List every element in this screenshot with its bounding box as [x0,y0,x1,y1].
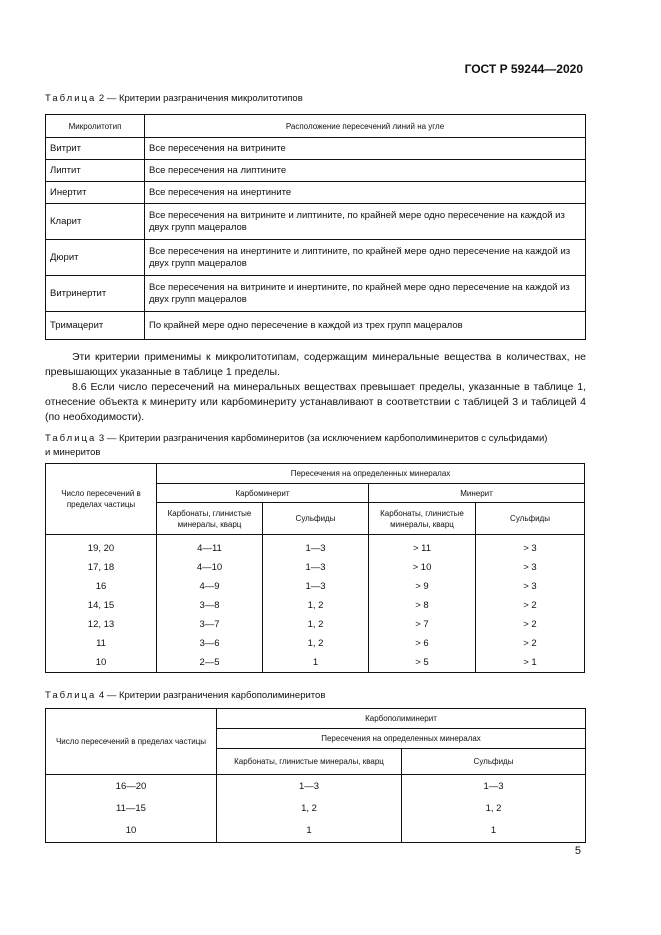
table-header-row [46,709,586,729]
cell: 14, 15 [46,596,157,615]
row-desc: Все пересечения на инертините [145,182,586,204]
cell: > 7 [369,615,476,634]
header-group: Пересечения на определенных минералах [157,464,585,484]
table-row [46,615,585,634]
row-desc: Все пересечения на витрините и липтините, по крайней мере одно пересечение на каждой из двух групп мацералов [145,204,586,240]
table-header-row [46,115,586,138]
page-number: 5 [574,845,581,857]
table-row [46,634,585,653]
cell: > 5 [369,653,476,673]
table-row [46,204,586,240]
cell: 17, 18 [46,558,157,577]
cell: 1, 2 [263,596,369,615]
row-name: Кларит [46,204,145,240]
header-location: Расположение пересечений линий на угле [145,115,586,138]
cell: 16 [46,577,157,596]
header-count: Число пересечений в пределах частицы [46,464,157,535]
cell: 11 [46,634,157,653]
cell: > 11 [369,535,476,559]
cell: > 2 [476,634,585,653]
table-row [46,596,585,615]
header-carbopolyminerite: Карбополиминерит [217,709,586,729]
header-sulfides: Сульфиды [402,749,586,775]
row-name: Витринертит [46,276,145,312]
cell: 3—7 [157,615,263,634]
table-row [46,312,586,340]
cell: > 2 [476,615,585,634]
cell: 1, 2 [263,634,369,653]
cell: 1—3 [263,577,369,596]
document-code: ГОСТ Р 59244—2020 [464,62,583,76]
cell: 1, 2 [402,799,586,819]
cell: 3—8 [157,596,263,615]
header-carbonates: Карбонаты, глинистые минералы, кварц [157,503,263,535]
table-row [46,775,586,799]
table-row [46,535,585,559]
cell: 16—20 [46,775,217,799]
header-microlithotype: Микролитотип [46,115,145,138]
cell: 10 [46,819,217,843]
header-sulfides: Сульфиды [263,503,369,535]
table-carbopolyminerites [45,708,586,843]
table-row [46,799,586,819]
table3-caption [45,432,586,460]
header-carbonates: Карбонаты, глинистые минералы, кварц [217,749,402,775]
table3-caption-prefix: Таблица [45,433,97,444]
cell: 1—3 [217,775,402,799]
table2-caption-text: 2 — Критерии разграничения микролитотипов [98,93,303,104]
table-row [46,138,586,160]
row-name: Липтит [46,160,145,182]
cell: > 6 [369,634,476,653]
row-name: Витрит [46,138,145,160]
cell: 1—3 [402,775,586,799]
row-desc: Все пересечения на витрините и инертините, по крайней мере одно пересечение на каждой из двух групп мацералов [145,276,586,312]
cell: 10 [46,653,157,673]
header-sulfides: Сульфиды [476,503,585,535]
cell: 1—3 [263,558,369,577]
header-minerite: Минерит [369,484,585,503]
cell: > 3 [476,558,585,577]
header-carbonates: Карбонаты, глинистые минералы, кварц [369,503,476,535]
cell: 1 [217,819,402,843]
cell: > 8 [369,596,476,615]
cell: 2—5 [157,653,263,673]
cell: > 3 [476,535,585,559]
table-row [46,240,586,276]
header-carbominerite: Карбоминерит [157,484,369,503]
header-count: Число пересечений в пределах частицы [46,709,217,775]
cell: 1 [402,819,586,843]
cell: > 2 [476,596,585,615]
header-intersections: Пересечения на определенных минералах [217,729,586,749]
cell: 1 [263,653,369,673]
row-desc: По крайней мере одно пересечение в каждой из трех групп мацералов [145,312,586,340]
paragraph-8-6: 8.6 Если число пересечений на минеральных веществах превышает пределы, указанные в таблице 1, отнесение объекта к минериту или карбоминериту устанавливают в соответствии с таблицей 3 и таблицей 4 (по необходимости). [45,381,586,423]
cell: 11—15 [46,799,217,819]
table4-caption-text: 4 — Критерии разграничения карбополиминеритов [98,690,326,701]
table4-caption [45,689,325,703]
cell: 4—9 [157,577,263,596]
table-row [46,558,585,577]
row-desc: Все пересечения на липтините [145,160,586,182]
table-row [46,276,586,312]
table-microlithotypes [45,114,586,340]
table3-caption-text: 3 — Критерии разграничения карбоминеритов (за исключением карбополиминеритов с сульфидами) [98,433,548,444]
table3-caption-line2: и минеритов [45,447,101,458]
cell: 4—10 [157,558,263,577]
row-name: Дюрит [46,240,145,276]
table-row [46,577,585,596]
cell: 1, 2 [217,799,402,819]
row-name: Тримацерит [46,312,145,340]
cell: > 10 [369,558,476,577]
table-header-row [46,464,585,484]
body-text [45,350,586,425]
table-carbominerites [45,463,585,673]
table-row [46,653,585,673]
cell: 1—3 [263,535,369,559]
paragraph-criteria: Эти критерии применимы к микролитотипам, содержащим минеральные вещества в количествах, не превышающих указанные в таблице 1 пределы. [45,351,586,378]
cell: > 1 [476,653,585,673]
cell: 1, 2 [263,615,369,634]
table4-caption-prefix: Таблица [45,690,97,701]
row-desc: Все пересечения на инертините и липтините, по крайней мере одно пересечение на каждой из двух групп мацералов [145,240,586,276]
table-row [46,182,586,204]
table2-caption [45,92,303,106]
cell: 12, 13 [46,615,157,634]
cell: 19, 20 [46,535,157,559]
table-row [46,160,586,182]
table-row [46,819,586,843]
row-desc: Все пересечения на витрините [145,138,586,160]
cell: > 3 [476,577,585,596]
cell: > 9 [369,577,476,596]
cell: 3—6 [157,634,263,653]
row-name: Инертит [46,182,145,204]
cell: 4—11 [157,535,263,559]
table2-caption-prefix: Таблица [45,93,97,104]
